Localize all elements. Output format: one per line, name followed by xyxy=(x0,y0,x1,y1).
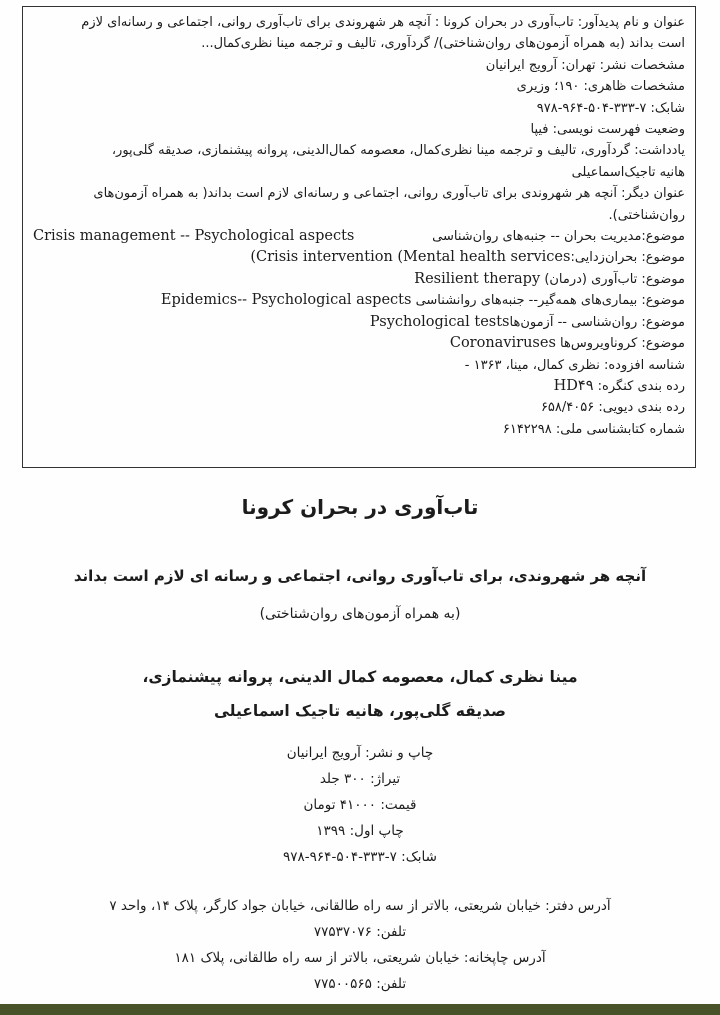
cip-subject-1 xyxy=(33,226,685,247)
cip-title-line: عنوان و نام پدیدآور: تاب‌آوری در بحران کرونا : آنچه هر شهروندی برای تاب‌آوری روانی، اجتماعی و رسانه‌ای لازم xyxy=(81,15,685,30)
cip-physical: مشخصات ظاهری: ۱۹۰؛ وزیری xyxy=(516,79,685,95)
cip-dewey: رده بندی دیویی: ۶۵۸/۴۰۵۶ xyxy=(540,400,685,416)
publishing-info xyxy=(0,740,720,870)
bottom-color-bar xyxy=(0,1004,720,1015)
address-info xyxy=(0,893,720,997)
book-title: تاب‌آوری در بحران کرونا xyxy=(241,495,479,519)
subject-en: (Crisis intervention (Mental health services xyxy=(250,249,571,266)
cip-note-cont: هانیه تاجیک‌اسماعیلی xyxy=(571,164,685,180)
cip-isbn: شابک: ۷-۳۳۳-۵۰۴-۹۶۴-۹۷۸ xyxy=(536,100,685,116)
lc-value: HD۴۹ xyxy=(553,377,594,394)
circulation: تیراژ: ۳۰۰ جلد xyxy=(319,771,401,787)
subject-fa: موضوع:مدیریت بحران -- جنبه‌های روان‌شناسی xyxy=(432,229,685,245)
cip-publication: مشخصات نشر: تهران: آرویج ایرانیان xyxy=(485,57,685,73)
cip-subject-4 xyxy=(33,290,685,311)
book-subtitle-note: (به همراه آزمون‌های روان‌شناختی) xyxy=(259,606,461,622)
cip-other-title: عنوان دیگر: آنچه هر شهروندی برای تاب‌آوری روانی، اجتماعی و رسانه‌ای لازم است بداند( به همراه آزمون‌های xyxy=(93,186,685,202)
cip-subject-6 xyxy=(33,333,685,354)
price: قیمت: ۴۱۰۰۰ تومان xyxy=(303,797,417,813)
subject-fa: موضوع: روان‌شناسی -- آزمون‌ها xyxy=(509,314,685,330)
isbn: شابک: ۷-۳۳۳-۵۰۴-۹۶۴-۹۷۸ xyxy=(283,849,437,865)
subject-en: Epidemics-- Psychological aspects xyxy=(160,292,412,309)
subject-en: Psychological tests xyxy=(369,313,510,330)
cip-national-number: شماره کتابشناسی ملی: ۶۱۴۲۲۹۸ xyxy=(502,421,685,437)
office-address: آدرس دفتر: خیابان شریعتی، بالاتر از سه راه طالقانی، خیابان جواد کارگر، پلاک ۱۴، واحد ۷ xyxy=(109,898,611,914)
book-subtitle: آنچه هر شهروندی، برای تاب‌آوری روانی، اجتماعی و رسانه ای لازم است بداند xyxy=(73,567,647,585)
cip-status: وضعیت فهرست نویسی: فیپا xyxy=(530,122,685,138)
cip-other-title-cont: روان‌شناختی). xyxy=(608,207,685,223)
edition: چاپ اول: ۱۳۹۹ xyxy=(316,823,404,839)
subject-en: Crisis management -- Psychological aspects xyxy=(33,228,355,245)
cip-subject-5 xyxy=(33,312,685,333)
authors-line-2: صدیقه گلی‌پور، هانیه تاجیک اسماعیلی xyxy=(213,702,507,720)
publisher: چاپ و نشر: آرویج ایرانیان xyxy=(286,745,434,761)
subject-fa: موضوع: تاب‌آوری (درمان) xyxy=(544,271,685,287)
cataloging-in-publication-box xyxy=(22,6,696,468)
subject-fa: موضوع: بحران‌زدایی: xyxy=(570,250,685,266)
cip-note: یادداشت: گردآوری، تالیف و ترجمه مینا نظری‌کمال، معصومه کمال‌الدینی، پروانه پیشنمازی، صدیقه گلی‌پور، xyxy=(111,143,685,159)
lc-label: رده بندی کنگره: xyxy=(597,378,685,394)
subject-fa: موضوع: بیماری‌های همه‌گیر-- جنبه‌های روانشناسی xyxy=(415,293,685,309)
print-address: آدرس چاپخانه: خیابان شریعتی، بالاتر از سه راه طالقانی، پلاک ۱۸۱ xyxy=(174,950,546,966)
subject-en: Coronaviruses xyxy=(449,335,556,352)
subject-fa: موضوع: کروناویروس‌ها xyxy=(560,336,685,352)
authors-line-1: مینا نظری کمال، معصومه کمال الدینی، پروانه پیشنمازی، xyxy=(142,668,578,686)
authors xyxy=(0,660,720,728)
cip-lc-class xyxy=(33,376,685,397)
cip-subject-3 xyxy=(33,269,685,290)
cip-title-line-cont: است بداند (به همراه آزمون‌های روان‌شناختی)/ گردآوری، تالیف و ترجمه مینا نظری‌کمال... xyxy=(201,36,685,52)
cip-added-entry: شناسه افزوده: نظری کمال، مینا، ۱۳۶۳ - xyxy=(464,357,685,373)
cip-subject-2 xyxy=(33,247,685,268)
print-phone: تلفن: ۷۷۵۰۰۵۶۵ xyxy=(313,976,407,992)
office-phone: تلفن: ۷۷۵۳۷۰۷۶ xyxy=(313,924,407,940)
subject-en: Resilient therapy xyxy=(414,270,541,287)
